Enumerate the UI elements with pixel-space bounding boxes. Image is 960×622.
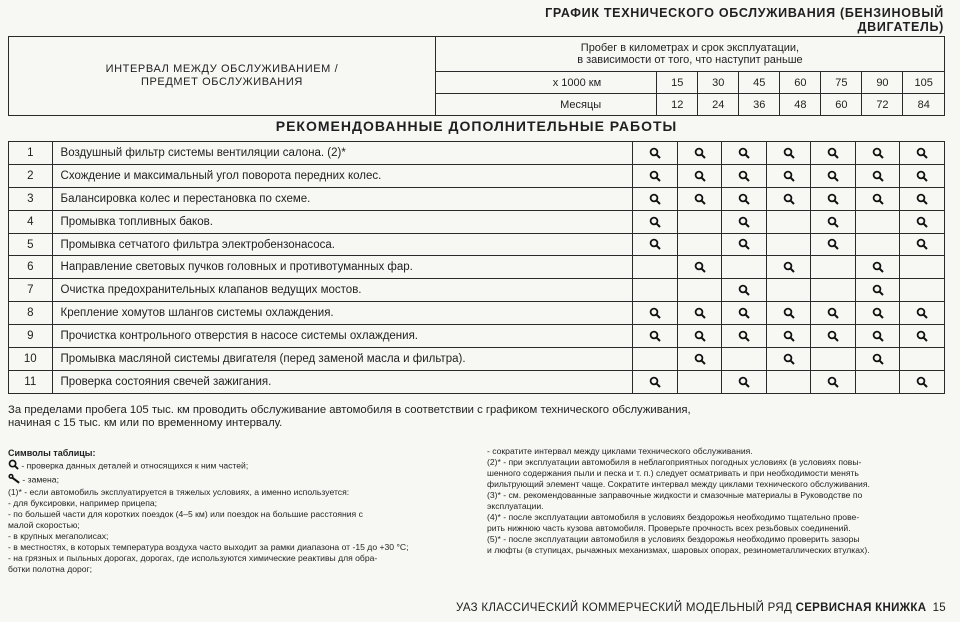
work-mark-cell <box>633 164 678 187</box>
magnifier-icon <box>783 170 795 182</box>
work-row <box>9 256 945 279</box>
magnifier-icon <box>649 307 661 319</box>
km-value: 75 <box>821 72 862 94</box>
work-mark-cell <box>633 325 678 348</box>
work-index: 9 <box>9 325 53 348</box>
work-name: Проверка состояния свечей зажигания. <box>52 370 633 393</box>
magnifier-icon <box>872 193 884 205</box>
work-mark-cell <box>677 210 722 233</box>
months-value: 36 <box>739 94 780 116</box>
work-index: 1 <box>9 142 53 165</box>
work-mark-cell <box>811 233 856 256</box>
symbols-line: - в крупных мегаполисах; <box>8 531 109 541</box>
note <box>8 404 938 430</box>
work-row <box>9 348 945 371</box>
mileage-note-line2: в зависимости от того, что наступит раньше <box>577 54 803 66</box>
km-value: 45 <box>739 72 780 94</box>
work-mark-cell <box>855 325 900 348</box>
magnifier-icon <box>8 459 19 473</box>
interval-title <box>9 37 436 116</box>
magnifier-icon <box>783 353 795 365</box>
work-mark-cell <box>855 370 900 393</box>
work-mark-cell <box>677 187 722 210</box>
magnifier-icon <box>649 147 661 159</box>
magnifier-icon <box>916 330 928 342</box>
symbols-line: - на грязных и пыльных дорогах, дорогах, где используются химические реактивы для обра- <box>8 553 378 563</box>
footnote-line: - сократите интервал между циклами технического обслуживания. <box>487 446 753 456</box>
magnifier-icon <box>694 353 706 365</box>
work-mark-cell <box>900 370 945 393</box>
work-mark-cell <box>900 210 945 233</box>
footnote-line: (2)* - при эксплуатации автомобиля в неблагоприятных погодных условиях (в условиях повы- <box>487 457 862 467</box>
magnifier-icon <box>738 307 750 319</box>
work-mark-cell <box>900 348 945 371</box>
months-value: 84 <box>903 94 945 116</box>
work-mark-cell <box>722 370 767 393</box>
work-mark-cell <box>722 325 767 348</box>
work-index: 5 <box>9 233 53 256</box>
interval-title-line1: ИНТЕРВАЛ МЕЖДУ ОБСЛУЖИВАНИЕМ / <box>105 63 339 75</box>
symbols-legend <box>8 448 470 575</box>
magnifier-icon <box>649 216 661 228</box>
work-mark-cell <box>677 325 722 348</box>
work-mark-cell <box>677 256 722 279</box>
work-mark-cell <box>900 233 945 256</box>
magnifier-icon <box>649 239 661 251</box>
work-row <box>9 187 945 210</box>
magnifier-icon <box>916 170 928 182</box>
work-mark-cell <box>766 210 811 233</box>
work-mark-cell <box>900 142 945 165</box>
km-value: 15 <box>657 72 698 94</box>
work-mark-cell <box>633 256 678 279</box>
work-mark-cell <box>766 256 811 279</box>
work-name: Схождение и максимальный угол поворота передних колес. <box>52 164 633 187</box>
magnifier-icon <box>872 353 884 365</box>
work-mark-cell <box>677 233 722 256</box>
work-index: 6 <box>9 256 53 279</box>
work-mark-cell <box>677 302 722 325</box>
work-name: Очистка предохранительных клапанов ведущих мостов. <box>52 279 633 302</box>
magnifier-icon <box>694 261 706 273</box>
symbols-line: ботки полотна дорог; <box>8 564 93 574</box>
work-mark-cell <box>766 348 811 371</box>
work-index: 2 <box>9 164 53 187</box>
work-row <box>9 325 945 348</box>
work-mark-cell <box>766 370 811 393</box>
magnifier-icon <box>872 147 884 159</box>
magnifier-icon <box>827 330 839 342</box>
magnifier-icon <box>916 307 928 319</box>
symbols-line: (1)* - если автомобиль эксплуатируется в тяжелых условиях, а именно используется: <box>8 487 350 497</box>
magnifier-icon <box>783 147 795 159</box>
magnifier-icon <box>916 376 928 388</box>
symbol-check-text: - проверка данных деталей и относящихся к ним частей; <box>21 460 249 471</box>
note-line1: За пределами пробега 105 тыс. км проводить обслуживание автомобиля в соответствии с графиком технического обслуживания, <box>8 404 691 416</box>
wrench-icon <box>8 473 20 487</box>
magnifier-icon <box>783 307 795 319</box>
work-mark-cell <box>677 370 722 393</box>
months-value: 72 <box>862 94 903 116</box>
work-mark-cell <box>633 210 678 233</box>
magnifier-icon <box>916 147 928 159</box>
magnifier-icon <box>738 239 750 251</box>
symbol-replace-text: - замена; <box>22 474 59 485</box>
work-mark-cell <box>722 233 767 256</box>
work-mark-cell <box>766 164 811 187</box>
work-mark-cell <box>811 325 856 348</box>
work-row <box>9 279 945 302</box>
months-value: 12 <box>657 94 698 116</box>
footnote-line: (4)* - после эксплуатации автомобиля в условиях бездорожья необходимо тщательно прове- <box>487 512 860 522</box>
footnote-line: фильтрующий элемент чаще. Сократите интервал между циклами технического обслуживания. <box>487 479 870 489</box>
magnifier-icon <box>694 330 706 342</box>
magnifier-icon <box>827 193 839 205</box>
work-mark-cell <box>900 164 945 187</box>
work-mark-cell <box>722 302 767 325</box>
km-value: 105 <box>903 72 945 94</box>
work-row <box>9 302 945 325</box>
work-name: Балансировка колес и перестановка по схеме. <box>52 187 633 210</box>
work-index: 3 <box>9 187 53 210</box>
work-mark-cell <box>811 142 856 165</box>
magnifier-icon <box>783 261 795 273</box>
magnifier-icon <box>694 170 706 182</box>
magnifier-icon <box>872 261 884 273</box>
work-name: Прочистка контрольного отверстия в насосе системы охлаждения. <box>52 325 633 348</box>
section-title: РЕКОМЕНДОВАННЫЕ ДОПОЛНИТЕЛЬНЫЕ РАБОТЫ <box>275 118 678 134</box>
work-mark-cell <box>811 348 856 371</box>
work-mark-cell <box>766 279 811 302</box>
magnifier-icon <box>872 307 884 319</box>
footnote-line: (5)* - после эксплуатации автомобиля в условиях бездорожья необходимо проверить зазоры <box>487 534 860 544</box>
work-mark-cell <box>811 302 856 325</box>
work-row <box>9 233 945 256</box>
magnifier-icon <box>649 376 661 388</box>
work-mark-cell <box>633 302 678 325</box>
footer-bold: СЕРВИСНАЯ КНИЖКА <box>795 602 927 614</box>
work-index: 10 <box>9 348 53 371</box>
note-line2: начиная с 15 тыс. км или по временному интервалу. <box>8 417 283 429</box>
work-mark-cell <box>855 210 900 233</box>
interval-title-line2: ПРЕДМЕТ ОБСЛУЖИВАНИЯ <box>140 76 303 88</box>
work-mark-cell <box>855 302 900 325</box>
magnifier-icon <box>738 284 750 296</box>
symbols-line: - по большей части для коротких поездок (4–5 км) или поездок на большие расстояния с <box>8 509 363 519</box>
symbols-line: малой скоростью; <box>8 520 80 530</box>
work-index: 4 <box>9 210 53 233</box>
work-mark-cell <box>633 348 678 371</box>
magnifier-icon <box>694 193 706 205</box>
magnifier-icon <box>738 170 750 182</box>
footer-text: УАЗ КЛАССИЧЕСКИЙ КОММЕРЧЕСКИЙ МОДЕЛЬНЫЙ РЯД <box>456 602 793 614</box>
work-mark-cell <box>633 142 678 165</box>
magnifier-icon <box>827 376 839 388</box>
work-mark-cell <box>633 370 678 393</box>
magnifier-icon <box>872 170 884 182</box>
work-mark-cell <box>633 187 678 210</box>
work-name: Направление световых пучков головных и противотуманных фар. <box>52 256 633 279</box>
work-mark-cell <box>722 348 767 371</box>
magnifier-icon <box>738 193 750 205</box>
km-value: 60 <box>780 72 821 94</box>
work-mark-cell <box>722 164 767 187</box>
work-mark-cell <box>900 279 945 302</box>
magnifier-icon <box>649 330 661 342</box>
work-index: 11 <box>9 370 53 393</box>
work-mark-cell <box>633 233 678 256</box>
work-name: Промывка топливных баков. <box>52 210 633 233</box>
footnote-line: (3)* - см. рекомендованные заправочные жидкости и смазочные материалы в Руководстве по <box>487 490 863 500</box>
magnifier-icon <box>649 170 661 182</box>
work-mark-cell <box>811 210 856 233</box>
magnifier-icon <box>872 284 884 296</box>
work-mark-cell <box>677 348 722 371</box>
work-row <box>9 142 945 165</box>
magnifier-icon <box>827 147 839 159</box>
mileage-note <box>435 37 944 72</box>
magnifier-icon <box>783 330 795 342</box>
work-mark-cell <box>900 302 945 325</box>
work-mark-cell <box>811 256 856 279</box>
km-value: 90 <box>862 72 903 94</box>
interval-header-table <box>8 36 945 116</box>
work-mark-cell <box>855 279 900 302</box>
work-mark-cell <box>722 187 767 210</box>
magnifier-icon <box>872 330 884 342</box>
work-index: 8 <box>9 302 53 325</box>
work-mark-cell <box>766 187 811 210</box>
work-mark-cell <box>811 370 856 393</box>
magnifier-icon <box>827 307 839 319</box>
months-value: 24 <box>698 94 739 116</box>
months-value: 60 <box>821 94 862 116</box>
work-row <box>9 370 945 393</box>
months-label: Месяцы <box>435 94 656 116</box>
work-mark-cell <box>811 279 856 302</box>
page-number: 15 <box>932 602 946 614</box>
work-mark-cell <box>900 187 945 210</box>
symbols-title: Символы таблицы: <box>8 448 96 458</box>
work-mark-cell <box>677 164 722 187</box>
symbols-line: - в местностях, в которых температура воздуха часто выходит за рамки диапазона от -15 до +30 °С; <box>8 542 409 552</box>
footer <box>456 602 946 614</box>
work-mark-cell <box>722 142 767 165</box>
work-mark-cell <box>900 256 945 279</box>
work-mark-cell <box>677 279 722 302</box>
work-mark-cell <box>766 302 811 325</box>
work-mark-cell <box>811 164 856 187</box>
works-table <box>8 141 945 394</box>
work-row <box>9 164 945 187</box>
work-mark-cell <box>855 187 900 210</box>
work-name: Крепление хомутов шлангов системы охлаждения. <box>52 302 633 325</box>
page-header-title: ГРАФИК ТЕХНИЧЕСКОГО ОБСЛУЖИВАНИЯ (БЕНЗИНОВЫЙ ДВИГАТЕЛЬ) <box>545 6 944 34</box>
footnote-line: рить нижнюю часть кузова автомобиля. Проверьте прочность всех резьбовых соединений. <box>487 523 851 533</box>
magnifier-icon <box>738 330 750 342</box>
symbols-line: - для буксировки, например прицепа; <box>8 498 158 508</box>
km-label: x 1000 км <box>435 72 656 94</box>
work-mark-cell <box>855 256 900 279</box>
work-mark-cell <box>766 325 811 348</box>
work-mark-cell <box>677 142 722 165</box>
footnote-line: шенного содержания пыли и песка и т. п.) следует осматривать и при необходимости менять <box>487 468 859 478</box>
work-mark-cell <box>855 348 900 371</box>
work-mark-cell <box>900 325 945 348</box>
months-value: 48 <box>780 94 821 116</box>
magnifier-icon <box>916 216 928 228</box>
magnifier-icon <box>916 239 928 251</box>
mileage-note-line1: Пробег в километрах и срок эксплуатации, <box>580 42 800 54</box>
work-mark-cell <box>722 210 767 233</box>
footnote-line: и люфты (в ступицах, рычажных механизмах, шаровых опорах, резинометаллических втулках). <box>487 545 870 555</box>
magnifier-icon <box>827 170 839 182</box>
magnifier-icon <box>916 193 928 205</box>
work-index: 7 <box>9 279 53 302</box>
work-mark-cell <box>722 279 767 302</box>
work-row <box>9 210 945 233</box>
magnifier-icon <box>694 147 706 159</box>
magnifier-icon <box>738 216 750 228</box>
work-name: Воздушный фильтр системы вентиляции салона. (2)* <box>52 142 633 165</box>
magnifier-icon <box>738 376 750 388</box>
magnifier-icon <box>827 239 839 251</box>
work-name: Промывка масляной системы двигателя (перед заменой масла и фильтра). <box>52 348 633 371</box>
work-mark-cell <box>811 187 856 210</box>
footnote-line: эксплуатации. <box>487 501 544 511</box>
work-mark-cell <box>722 256 767 279</box>
magnifier-icon <box>783 193 795 205</box>
work-name: Промывка сетчатого фильтра электробензонасоса. <box>52 233 633 256</box>
work-mark-cell <box>855 142 900 165</box>
km-value: 30 <box>698 72 739 94</box>
work-mark-cell <box>633 279 678 302</box>
work-mark-cell <box>766 233 811 256</box>
magnifier-icon <box>649 193 661 205</box>
work-mark-cell <box>855 233 900 256</box>
magnifier-icon <box>738 147 750 159</box>
work-mark-cell <box>855 164 900 187</box>
magnifier-icon <box>694 307 706 319</box>
work-mark-cell <box>766 142 811 165</box>
magnifier-icon <box>827 216 839 228</box>
footnotes <box>487 446 947 556</box>
